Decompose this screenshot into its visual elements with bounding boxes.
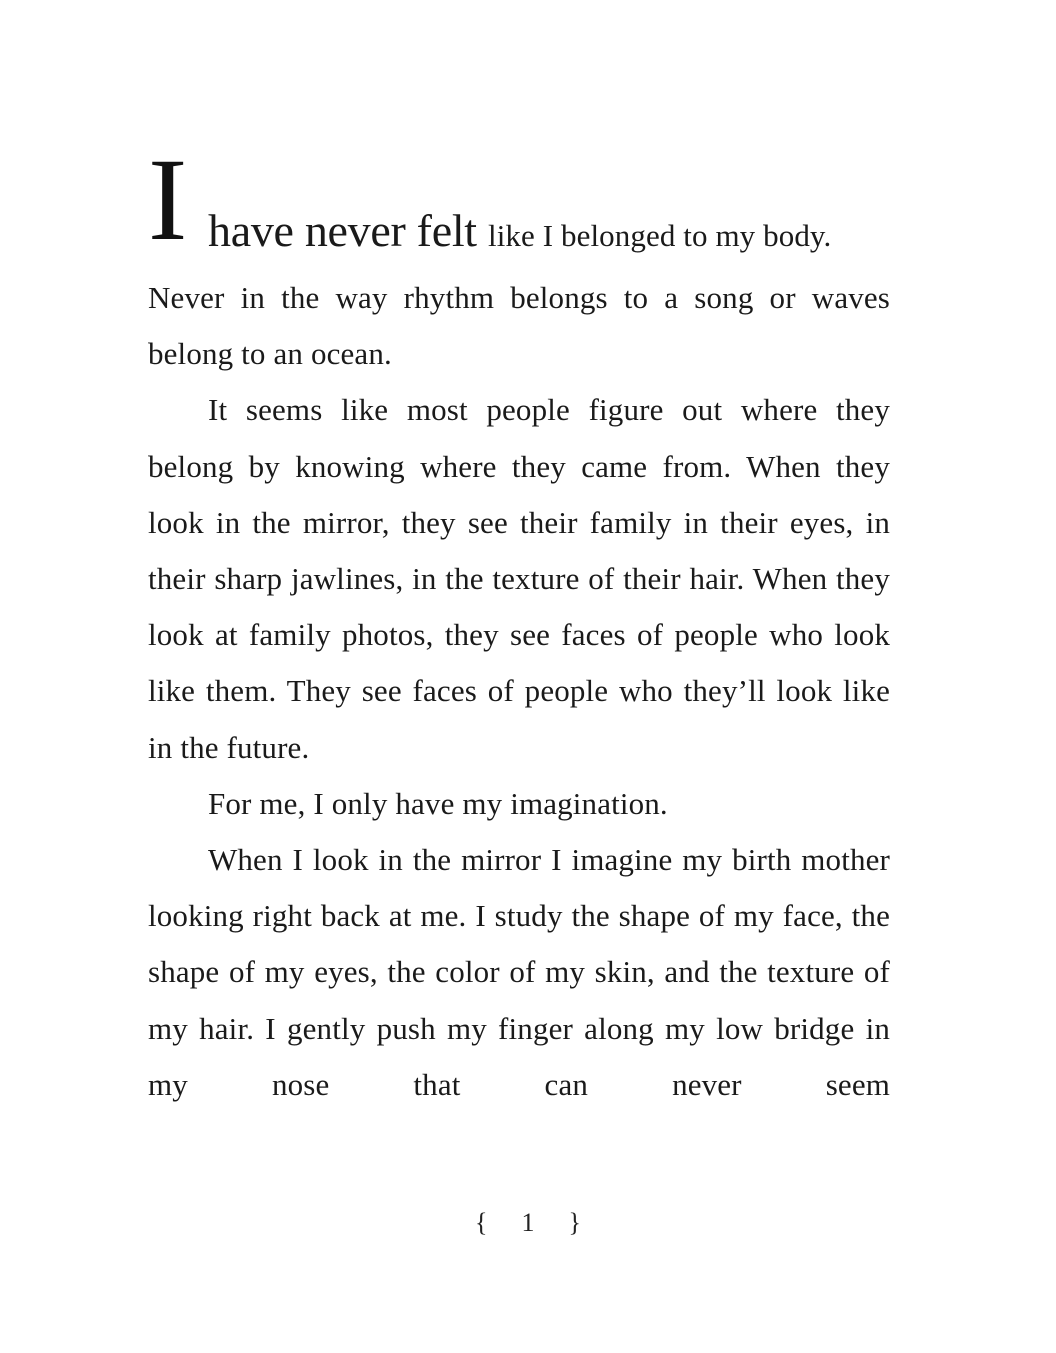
opening-line (148, 134, 890, 265)
paragraph-2: It seems like most people figure out where they belong by knowing where they came from. When they look in the mirror, they see their family in their eyes, in their sharp jawlines, in the texture of their hair. When they look at family photos, they see faces of people who look like them. They see faces of people who they’ll look like in the future. (148, 392, 890, 765)
page-number (0, 1208, 1056, 1238)
folio-open-brace: { (475, 1208, 488, 1237)
paragraph-4: When I look in the mirror I imagine my birth mother looking right back at me. I study the shape of my face, the shape of my eyes, the color of my skin, and the texture of my hair. I gently push my finger along my low bridge in my nose that can never seem (148, 842, 890, 1102)
folio-close-brace: } (568, 1208, 581, 1237)
first-line-rest: like I belonged to my body. (488, 218, 832, 253)
lead-in-text (208, 205, 832, 256)
lead-in-words: have never felt (208, 205, 477, 256)
drop-cap: I (148, 134, 188, 265)
folio-number: 1 (521, 1208, 535, 1237)
paragraph-3: For me, I only have my imagination. (208, 785, 668, 821)
chapter-text (148, 134, 890, 1113)
paragraph-1: Never in the way rhythm belongs to a song or waves belong to an ocean. (148, 280, 890, 372)
